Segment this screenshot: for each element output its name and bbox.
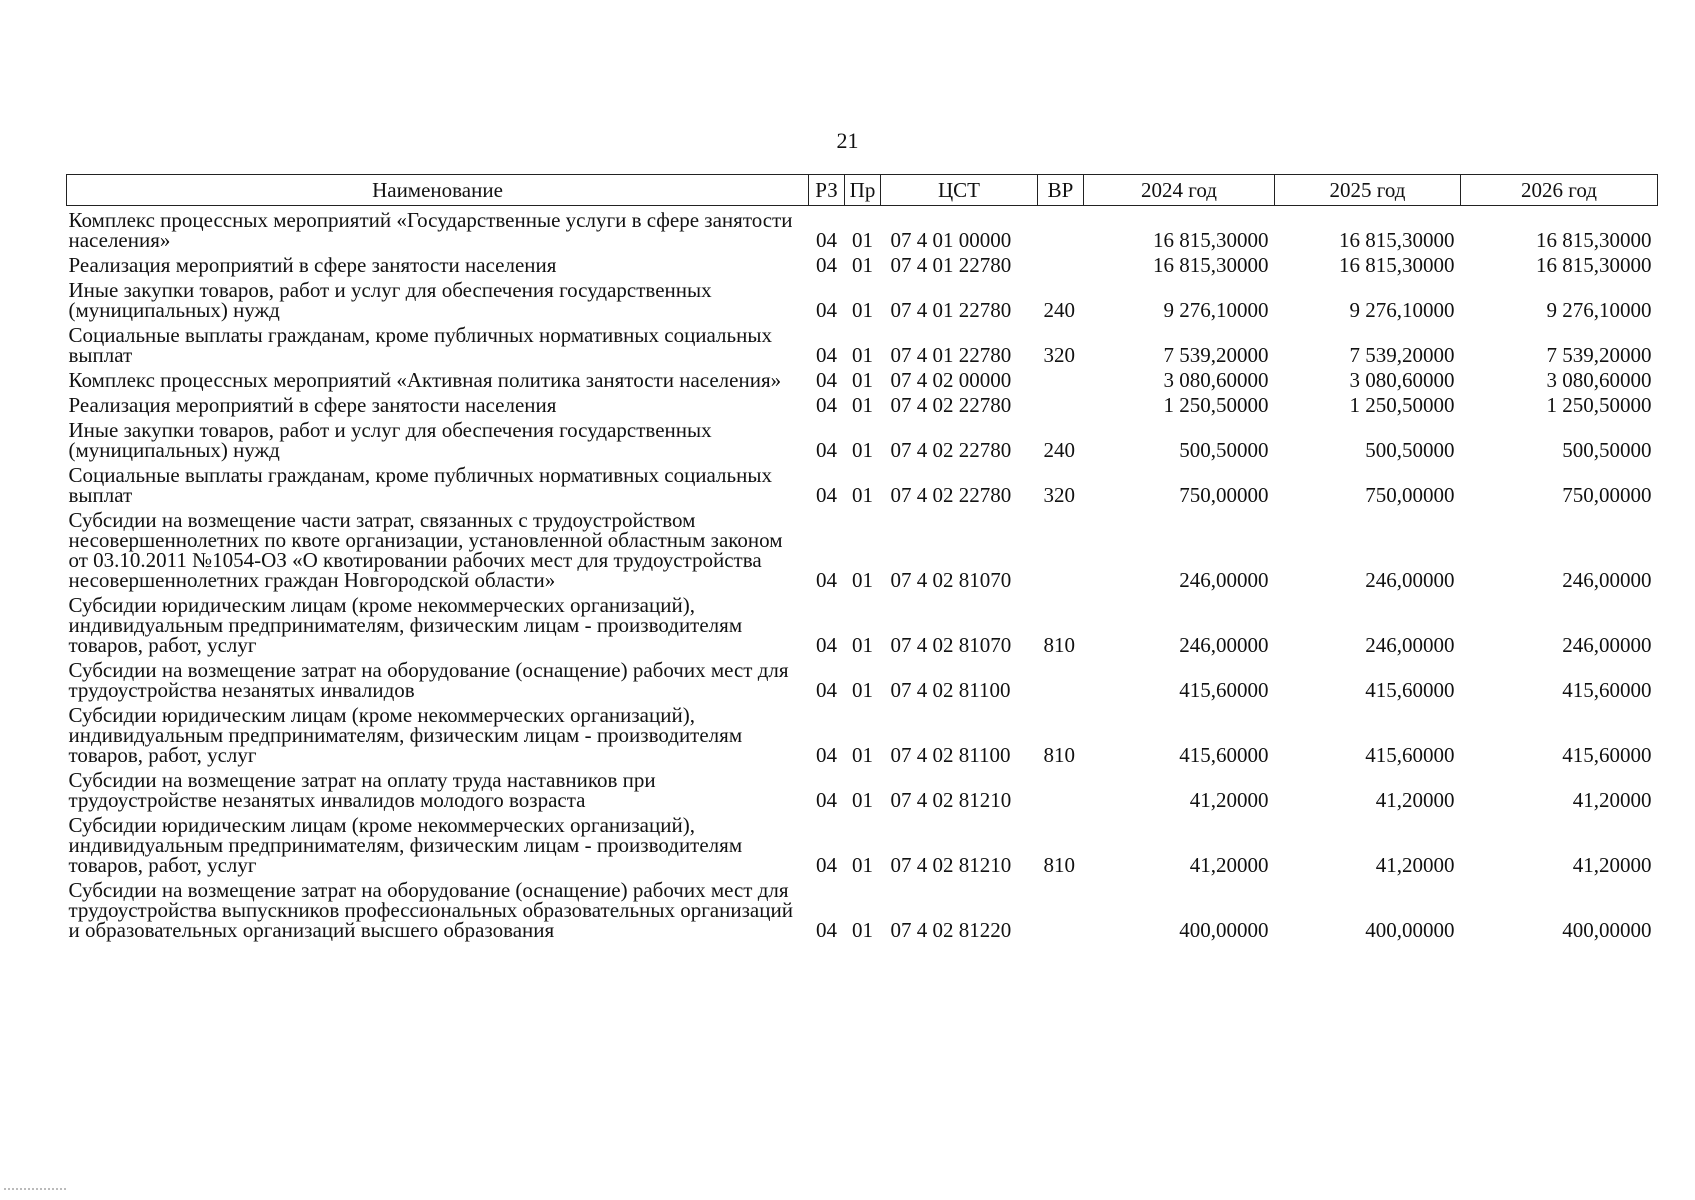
cell-vr: 810 [1043,743,1075,767]
cell-pr: 01 [852,743,873,767]
cell-rz: 04 [816,228,837,252]
page-number: 21 [836,128,859,153]
cell-2024: 415,60000 [1179,678,1269,702]
cell-2024: 41,20000 [1189,788,1269,812]
table-row [67,461,1658,506]
cell-2025: 16 815,30000 [1339,228,1455,252]
table-row [67,701,1658,766]
cell-cst: 07 4 01 22780 [890,253,1012,277]
cell-cst: 07 4 02 00000 [890,368,1012,392]
header-2024: 2024 год [1084,175,1275,206]
header-2025: 2025 год [1275,175,1461,206]
cell-rz: 04 [816,368,837,392]
cell-2025: 41,20000 [1375,853,1455,877]
cell-name: Социальные выплаты гражданам, кроме публичных нормативных социальных выплат [68,323,772,367]
cell-vr [1038,656,1084,701]
cell-vr: 240 [1043,298,1075,322]
header-2026: 2026 год [1461,175,1658,206]
cell-2024: 750,00000 [1179,483,1269,507]
table-row [67,206,1658,252]
cell-2024: 500,50000 [1179,438,1269,462]
cell-2024: 7 539,20000 [1163,343,1269,367]
table-row [67,876,1658,941]
cell-2025: 246,00000 [1365,568,1455,592]
cell-vr [1038,206,1084,252]
table-header [67,175,1658,206]
cell-name: Реализация мероприятий в сфере занятости населения [68,393,557,417]
cell-rz: 04 [816,633,837,657]
header-name: Наименование [67,175,809,206]
cell-2026: 246,00000 [1562,568,1652,592]
cell-2024: 16 815,30000 [1153,253,1269,277]
cell-vr [1038,506,1084,591]
cell-2025: 9 276,10000 [1349,298,1455,322]
cell-2025: 16 815,30000 [1339,253,1455,277]
cell-name: Иные закупки товаров, работ и услуг для обеспечения государственных (муниципальных) нужд [68,278,712,322]
cell-2026: 400,00000 [1562,918,1652,942]
table-row [67,276,1658,321]
cell-2026: 3 080,60000 [1546,368,1652,392]
cell-2024: 1 250,50000 [1163,393,1269,417]
cell-rz: 04 [816,918,837,942]
cell-vr: 240 [1043,438,1075,462]
cell-name: Субсидии на возмещение затрат на оплату труда наставников при трудоустройстве незанятых инвалидов молодого возраста [68,768,656,812]
cell-2025: 415,60000 [1365,743,1455,767]
cell-pr: 01 [852,343,873,367]
table-row [67,416,1658,461]
cell-2024: 246,00000 [1179,568,1269,592]
cell-pr: 01 [852,228,873,252]
cell-2024: 415,60000 [1179,743,1269,767]
cell-2025: 3 080,60000 [1349,368,1455,392]
cell-2026: 415,60000 [1562,678,1652,702]
cell-vr [1038,766,1084,811]
cell-pr: 01 [852,568,873,592]
cell-cst: 07 4 02 81210 [890,853,1012,877]
cell-2024: 400,00000 [1179,918,1269,942]
table-body [67,206,1658,942]
scan-artifact-mark [4,1188,68,1190]
cell-cst: 07 4 01 22780 [890,298,1012,322]
cell-vr [1038,391,1084,416]
table-row [67,506,1658,591]
cell-name: Субсидии на возмещение затрат на оборудование (оснащение) рабочих мест для трудоустройства незанятых инвалидов [68,658,789,702]
cell-cst: 07 4 02 81100 [890,678,1011,702]
cell-rz: 04 [816,253,837,277]
cell-pr: 01 [852,253,873,277]
cell-2024: 246,00000 [1179,633,1269,657]
cell-vr: 320 [1043,343,1075,367]
cell-rz: 04 [816,788,837,812]
cell-name: Субсидии на возмещение части затрат, связанных с трудоустройством несовершеннолетних по квоте организации, установленной областным законом от 03.10.2011 №1054-ОЗ «О квотировании рабочих мест для трудоустройства несовершеннолетних граждан Новгородской области» [68,508,783,592]
cell-rz: 04 [816,568,837,592]
cell-name: Иные закупки товаров, работ и услуг для обеспечения государственных (муниципальных) нужд [68,418,712,462]
cell-2024: 41,20000 [1189,853,1269,877]
cell-pr: 01 [852,678,873,702]
cell-cst: 07 4 02 22780 [890,393,1012,417]
cell-2024: 16 815,30000 [1153,228,1269,252]
cell-2025: 41,20000 [1375,788,1455,812]
cell-cst: 07 4 02 81070 [890,633,1012,657]
cell-vr [1038,366,1084,391]
cell-2025: 1 250,50000 [1349,393,1455,417]
cell-vr: 320 [1043,483,1075,507]
cell-2026: 415,60000 [1562,743,1652,767]
cell-2025: 500,50000 [1365,438,1455,462]
table-row [67,251,1658,276]
table-row [67,766,1658,811]
cell-rz: 04 [816,343,837,367]
cell-2025: 400,00000 [1365,918,1455,942]
cell-2026: 16 815,30000 [1536,228,1652,252]
cell-pr: 01 [852,438,873,462]
cell-vr: 810 [1043,853,1075,877]
cell-rz: 04 [816,743,837,767]
cell-pr: 01 [852,298,873,322]
cell-pr: 01 [852,368,873,392]
header-cst: ЦСТ [881,175,1038,206]
cell-name: Субсидии юридическим лицам (кроме некоммерческих организаций), индивидуальным предпринимателям, физическим лицам - производителям товаров, работ, услуг [68,813,743,877]
cell-name: Комплекс процессных мероприятий «Государственные услуги в сфере занятости населения» [68,208,793,252]
budget-table-container [66,174,1657,941]
cell-rz: 04 [816,853,837,877]
cell-2026: 9 276,10000 [1546,298,1652,322]
cell-cst: 07 4 01 22780 [890,343,1012,367]
cell-vr [1038,876,1084,941]
cell-2026: 16 815,30000 [1536,253,1652,277]
cell-2026: 246,00000 [1562,633,1652,657]
budget-table [66,174,1658,941]
table-row [67,321,1658,366]
cell-2024: 9 276,10000 [1163,298,1269,322]
cell-cst: 07 4 02 81220 [890,918,1012,942]
cell-2025: 246,00000 [1365,633,1455,657]
table-row [67,811,1658,876]
cell-2026: 500,50000 [1562,438,1652,462]
header-pr: Пр [845,175,881,206]
table-row [67,391,1658,416]
cell-vr: 810 [1043,633,1075,657]
cell-2026: 750,00000 [1562,483,1652,507]
header-vr: ВР [1038,175,1084,206]
cell-pr: 01 [852,853,873,877]
cell-cst: 07 4 01 00000 [890,228,1012,252]
header-rz: РЗ [809,175,845,206]
cell-rz: 04 [816,393,837,417]
cell-name: Субсидии на возмещение затрат на оборудование (оснащение) рабочих мест для трудоустройства выпускников профессиональных образовательных организаций и образовательных организаций высшего образования [68,878,793,942]
cell-pr: 01 [852,633,873,657]
table-row [67,366,1658,391]
cell-2026: 41,20000 [1572,788,1652,812]
cell-2025: 750,00000 [1365,483,1455,507]
table-row [67,591,1658,656]
table-row [67,656,1658,701]
cell-cst: 07 4 02 81070 [890,568,1012,592]
cell-cst: 07 4 02 81210 [890,788,1012,812]
cell-pr: 01 [852,918,873,942]
cell-2025: 415,60000 [1365,678,1455,702]
cell-2024: 3 080,60000 [1163,368,1269,392]
cell-rz: 04 [816,483,837,507]
cell-2026: 7 539,20000 [1546,343,1652,367]
cell-cst: 07 4 02 81100 [890,743,1011,767]
cell-name: Комплекс процессных мероприятий «Активная политика занятости населения» [68,368,782,392]
cell-cst: 07 4 02 22780 [890,438,1012,462]
cell-rz: 04 [816,438,837,462]
cell-rz: 04 [816,678,837,702]
cell-name: Реализация мероприятий в сфере занятости населения [68,253,557,277]
cell-rz: 04 [816,298,837,322]
cell-2026: 41,20000 [1572,853,1652,877]
cell-pr: 01 [852,393,873,417]
cell-2025: 7 539,20000 [1349,343,1455,367]
cell-pr: 01 [852,788,873,812]
cell-pr: 01 [852,483,873,507]
cell-name: Субсидии юридическим лицам (кроме некоммерческих организаций), индивидуальным предпринимателям, физическим лицам - производителям товаров, работ, услуг [68,703,743,767]
cell-vr [1038,251,1084,276]
cell-cst: 07 4 02 22780 [890,483,1012,507]
cell-name: Субсидии юридическим лицам (кроме некоммерческих организаций), индивидуальным предпринимателям, физическим лицам - производителям товаров, работ, услуг [68,593,743,657]
cell-name: Социальные выплаты гражданам, кроме публичных нормативных социальных выплат [68,463,772,507]
cell-2026: 1 250,50000 [1546,393,1652,417]
header-row [67,175,1658,206]
